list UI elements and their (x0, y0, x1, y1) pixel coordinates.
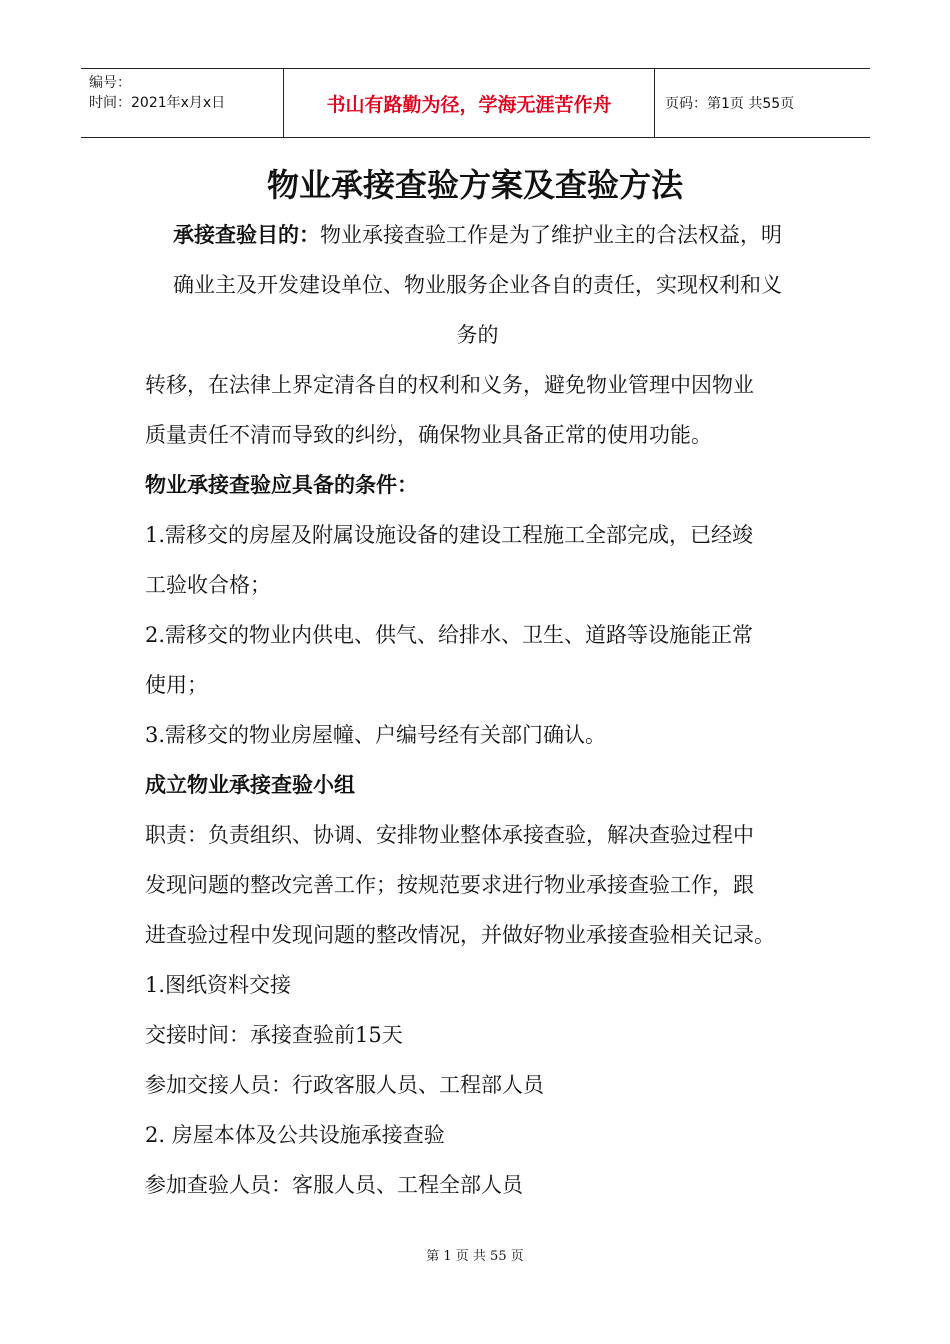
document-date-label: 时间：2021年x月x日 (89, 95, 226, 111)
condition-1-line-2: 工验收合格； (145, 573, 271, 597)
purpose-line-2: 确业主及开发建设单位、物业服务企业各自的责任，实现权利和义 (173, 273, 782, 297)
purpose-text-1: 物业承接查验工作是为了维护业主的合法权益，明 (320, 223, 782, 247)
purpose-line-4: 转移，在法律上界定清各自的权利和义务，避免物业管理中因物业 (145, 373, 754, 397)
team-heading: 成立物业承接查验小组 (145, 772, 355, 797)
condition-3: 3.需移交的物业房屋幢、户编号经有关部门确认。 (145, 723, 607, 747)
header-table (81, 68, 870, 138)
step-1-time: 交接时间：承接查验前15天 (145, 1023, 403, 1047)
header-motto: 书山有路勤为径，学海无涯苦作舟 (283, 69, 655, 137)
condition-2-line-1: 2.需移交的物业内供电、供气、给排水、卫生、道路等设施能正常 (145, 623, 754, 647)
condition-2-line-2: 使用； (145, 673, 208, 697)
purpose-line-3: 务的 (456, 323, 499, 347)
document-title: 物业承接查验方案及查验方法 (266, 166, 683, 204)
duty-line-3: 进查验过程中发现问题的整改情况，并做好物业承接查验相关记录。 (145, 923, 775, 947)
purpose-label: 承接查验目的： (173, 222, 320, 247)
step-2-staff: 参加查验人员：客服人员、工程全部人员 (145, 1173, 523, 1197)
page-footer: 第 1 页 共 55 页 (426, 1249, 524, 1264)
step-2-title: 2. 房屋本体及公共设施承接查验 (145, 1123, 445, 1147)
purpose-line-1 (145, 210, 810, 260)
step-1-title: 1.图纸资料交接 (145, 973, 292, 997)
purpose-line-5: 质量责任不清而导致的纠纷，确保物业具备正常的使用功能。 (145, 423, 712, 447)
condition-1-line-1: 1.需移交的房屋及附属设施设备的建设工程施工全部完成，已经竣 (145, 523, 754, 547)
step-1-staff: 参加交接人员：行政客服人员、工程部人员 (145, 1073, 544, 1097)
header-meta-cell (81, 69, 283, 137)
conditions-heading: 物业承接查验应具备的条件： (145, 472, 418, 497)
document-number-label: 编号： (89, 75, 131, 91)
duty-line-1: 职责：负责组织、协调、安排物业整体承接查验，解决查验过程中 (145, 823, 754, 847)
header-page-info: 页码：第1页 共55页 (665, 96, 795, 112)
duty-line-2: 发现问题的整改完善工作；按规范要求进行物业承接查验工作，跟 (145, 873, 754, 897)
